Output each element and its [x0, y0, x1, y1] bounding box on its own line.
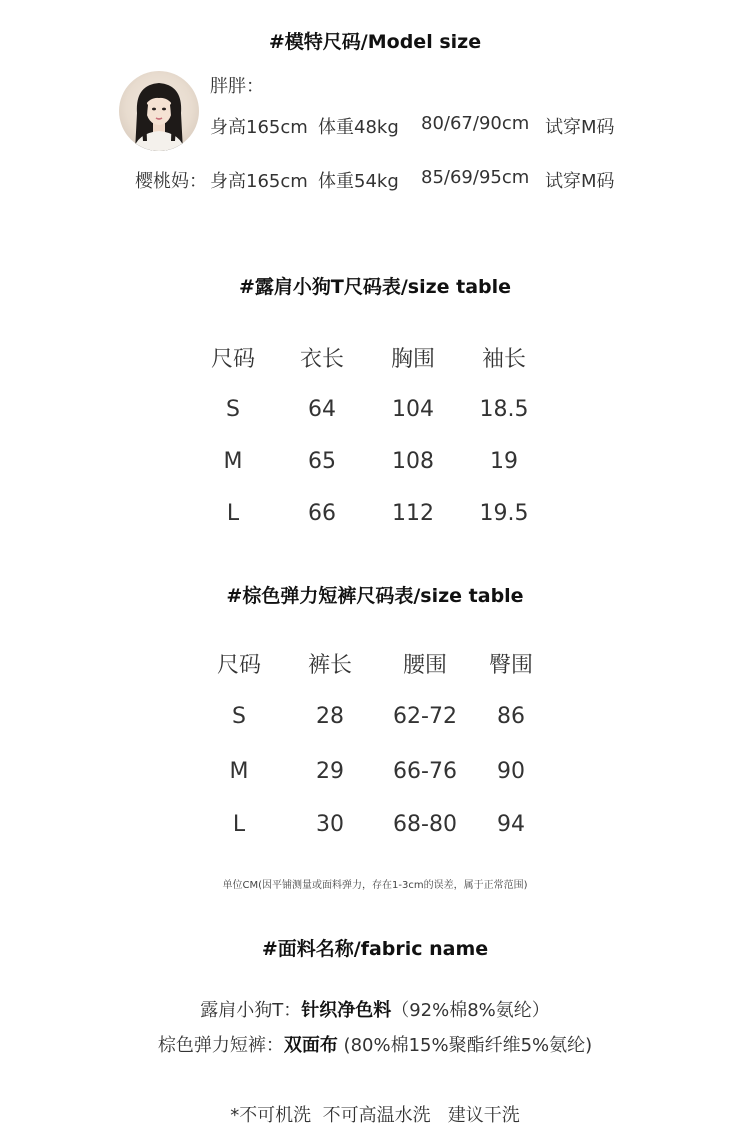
tshirt-header-length: 衣长: [299, 347, 344, 372]
model-1-name: 胖胖：: [210, 76, 264, 97]
model-2-height: 身高165cm: [210, 171, 308, 192]
fabric-tshirt-name: 针织净色料: [301, 1000, 392, 1021]
measurement-note: 单位CM(因平铺测量或面料弹力，存在1-3cm的误差，属于正常范围): [222, 880, 528, 891]
table-cell: M: [223, 449, 243, 474]
shorts-table-title: #棕色弹力短裤尺码表/size table: [226, 585, 524, 607]
fabric-tshirt-label: 露肩小狗T：: [200, 1000, 302, 1021]
table-cell: 66-76: [393, 759, 457, 784]
model-avatar: [119, 71, 199, 151]
table-cell: 19: [490, 449, 518, 474]
table-cell: 108: [392, 449, 434, 474]
table-cell: S: [232, 704, 246, 729]
tshirt-table-title: #露肩小狗T尺码表/size table: [238, 276, 512, 298]
fabric-shorts-composition: (80%棉15%聚酯纤维5%氨纶): [337, 1035, 593, 1056]
shorts-header-hip: 臀围: [488, 653, 533, 678]
model-2-name: 樱桃妈：: [135, 171, 207, 192]
model-portrait-icon: [119, 71, 199, 151]
table-cell: 19.5: [479, 501, 529, 526]
shorts-header-length: 裤长: [307, 653, 352, 678]
table-cell: 90: [497, 759, 525, 784]
table-cell: 94: [497, 812, 525, 837]
table-cell: 64: [308, 397, 336, 422]
tshirt-header-sleeve: 袖长: [481, 347, 526, 372]
model-1-tried-size: 试穿M码: [545, 117, 615, 138]
model-2-tried-size: 试穿M码: [545, 171, 615, 192]
table-cell: M: [229, 759, 249, 784]
model-1-height: 身高165cm: [210, 117, 308, 138]
model-2-measurements: 85/69/95cm: [421, 167, 530, 188]
table-cell: 86: [497, 704, 525, 729]
model-1-weight: 体重48kg: [318, 117, 399, 138]
shorts-header-waist: 腰围: [402, 653, 447, 678]
tshirt-header-chest: 胸围: [390, 347, 435, 372]
model-size-title: #模特尺码/Model size: [268, 31, 482, 53]
table-cell: 18.5: [479, 397, 529, 422]
table-cell: 29: [316, 759, 344, 784]
model-2-weight: 体重54kg: [318, 171, 399, 192]
table-cell: L: [226, 501, 240, 526]
table-cell: 68-80: [393, 812, 457, 837]
table-cell: L: [232, 812, 246, 837]
table-cell: 62-72: [393, 704, 457, 729]
tshirt-header-size: 尺码: [210, 347, 255, 372]
care-instructions: *不可机洗 不可高温水洗 建议干洗: [230, 1105, 520, 1126]
fabric-line-tshirt: [0, 996, 750, 1022]
table-cell: 66: [308, 501, 336, 526]
table-cell: 65: [308, 449, 336, 474]
table-cell: 28: [316, 704, 344, 729]
table-cell: 104: [392, 397, 434, 422]
table-cell: S: [226, 397, 240, 422]
fabric-title: #面料名称/fabric name: [261, 938, 489, 960]
fabric-shorts-name: 双面布: [283, 1035, 338, 1056]
table-cell: 30: [316, 812, 344, 837]
fabric-shorts-label: 棕色弹力短裤：: [157, 1035, 284, 1056]
table-cell: 112: [392, 501, 434, 526]
fabric-tshirt-composition: （92%棉8%氨纶）: [391, 1000, 550, 1021]
fabric-line-shorts: [0, 1031, 750, 1057]
shorts-header-size: 尺码: [216, 653, 261, 678]
model-1-measurements: 80/67/90cm: [421, 113, 530, 134]
